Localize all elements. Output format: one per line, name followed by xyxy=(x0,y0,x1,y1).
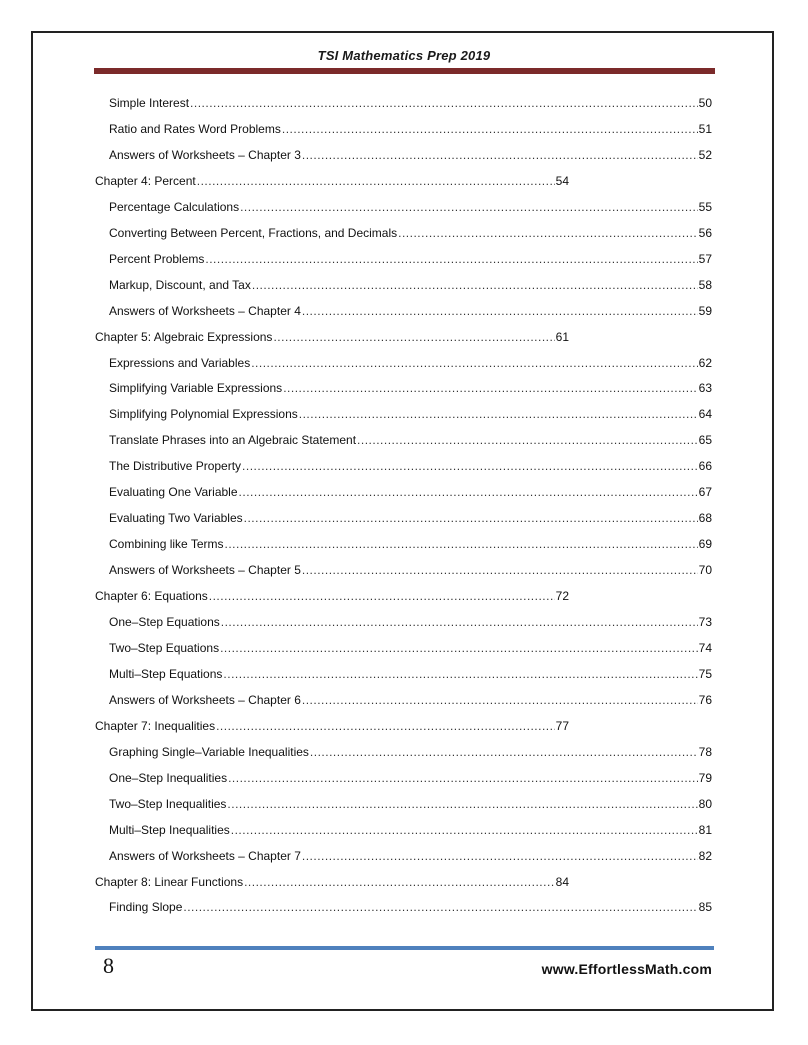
toc-entry-label: Simplifying Polynomial Expressions xyxy=(109,407,298,422)
toc-entry-label: Translate Phrases into an Algebraic Statement xyxy=(109,433,357,448)
toc-chapter-entry[interactable] xyxy=(95,173,569,189)
toc-entry-label: Simple Interest xyxy=(109,96,190,110)
toc-dot-leader xyxy=(302,562,698,578)
toc-page-number: 61 xyxy=(555,329,569,344)
toc-dot-leader xyxy=(302,303,698,319)
toc-dot-leader xyxy=(273,329,554,345)
toc-answers-entry[interactable] xyxy=(109,692,712,708)
toc-entry-label: Finding Slope xyxy=(109,900,183,915)
toc-dot-leader xyxy=(240,199,698,215)
toc-section-entry[interactable] xyxy=(109,380,712,396)
toc-page-number: 72 xyxy=(555,589,569,603)
toc-entry-label: Chapter 6: Equations xyxy=(95,589,208,603)
toc-page-number: 68 xyxy=(698,511,712,526)
toc-dot-leader xyxy=(357,432,698,448)
toc-dot-leader xyxy=(244,874,555,890)
toc-page-number: 70 xyxy=(698,563,712,578)
toc-entry-label: Graphing Single–Variable Inequalities xyxy=(109,744,309,759)
toc-entry-label: Multi–Step Inequalities xyxy=(109,822,230,837)
toc-dot-leader xyxy=(209,588,555,604)
toc-chapter-entry[interactable] xyxy=(95,588,569,604)
toc-entry-label: Evaluating One Variable xyxy=(109,485,238,500)
toc-dot-leader xyxy=(302,692,698,708)
toc-entry-label: One–Step Equations xyxy=(109,615,220,629)
toc-page-number: 51 xyxy=(698,122,712,136)
toc-page-number: 82 xyxy=(698,848,712,863)
toc-page-number: 74 xyxy=(698,640,712,655)
toc-dot-leader xyxy=(251,355,697,371)
toc-page-number: 66 xyxy=(698,459,712,474)
toc-dot-leader xyxy=(302,147,698,163)
toc-section-entry[interactable] xyxy=(109,458,712,474)
toc-page-number: 65 xyxy=(698,433,712,448)
toc-page-number: 59 xyxy=(698,303,712,318)
toc-dot-leader xyxy=(244,510,698,526)
toc-entry-label: Chapter 8: Linear Functions xyxy=(95,874,244,889)
toc-section-entry[interactable] xyxy=(109,277,712,293)
toc-page-number: 64 xyxy=(698,407,712,422)
toc-chapter-entry[interactable] xyxy=(95,329,569,345)
page-number: 8 xyxy=(103,953,114,978)
toc-answers-entry[interactable] xyxy=(109,147,712,163)
running-header-title: TSI Mathematics Prep 2019 xyxy=(317,48,491,63)
toc-entry-label: Answers of Worksheets – Chapter 4 xyxy=(109,303,301,318)
toc-entry-label: Combining like Terms xyxy=(109,537,224,552)
toc-dot-leader xyxy=(310,744,698,760)
toc-entry-label: Multi–Step Equations xyxy=(109,666,223,681)
toc-entry-label: Answers of Worksheets – Chapter 7 xyxy=(109,848,301,863)
toc-page-number: 77 xyxy=(555,718,569,733)
toc-page-number: 63 xyxy=(698,381,712,396)
toc-page-number: 69 xyxy=(698,537,712,552)
toc-dot-leader xyxy=(205,251,697,267)
toc-page-number: 80 xyxy=(698,796,712,811)
toc-section-entry[interactable] xyxy=(109,899,712,915)
toc-section-entry[interactable] xyxy=(109,822,712,838)
toc-dot-leader xyxy=(242,458,698,474)
toc-section-entry[interactable] xyxy=(109,355,712,371)
toc-chapter-entry[interactable] xyxy=(95,718,569,734)
toc-entry-label: Converting Between Percent, Fractions, and Decimals xyxy=(109,225,398,240)
toc-dot-leader xyxy=(398,225,698,241)
toc-section-entry[interactable] xyxy=(109,796,712,812)
toc-section-entry[interactable] xyxy=(109,510,712,526)
toc-section-entry[interactable] xyxy=(109,406,712,422)
toc-section-entry[interactable] xyxy=(109,640,712,656)
toc-entry-label: The Distributive Property xyxy=(109,459,242,474)
toc-entry-label: Expressions and Variables xyxy=(109,355,251,370)
toc-page-number: 78 xyxy=(698,744,712,759)
toc-section-entry[interactable] xyxy=(109,225,712,241)
toc-dot-leader xyxy=(190,95,698,111)
toc-page-number: 57 xyxy=(698,251,712,266)
toc-section-entry[interactable] xyxy=(109,432,712,448)
toc-dot-leader xyxy=(225,536,698,552)
toc-dot-leader xyxy=(216,718,555,734)
toc-dot-leader xyxy=(239,484,698,500)
toc-dot-leader xyxy=(228,770,698,786)
toc-dot-leader xyxy=(231,822,698,838)
toc-section-entry[interactable] xyxy=(109,614,712,630)
toc-section-entry[interactable] xyxy=(109,536,712,552)
toc-page-number: 85 xyxy=(698,900,712,915)
toc-dot-leader xyxy=(220,640,698,656)
toc-entry-label: Percentage Calculations xyxy=(109,199,240,214)
toc-page-number: 81 xyxy=(698,822,712,837)
toc-entry-label: Answers of Worksheets – Chapter 3 xyxy=(109,147,301,162)
toc-entry-label: Answers of Worksheets – Chapter 5 xyxy=(109,563,301,578)
toc-page-number: 62 xyxy=(698,355,712,370)
toc-entry-label: Ratio and Rates Word Problems xyxy=(109,122,281,136)
toc-dot-leader xyxy=(252,277,698,293)
toc-answers-entry[interactable] xyxy=(109,848,712,864)
toc-entry-label: Two–Step Inequalities xyxy=(109,796,227,811)
toc-entry-label: Markup, Discount, and Tax xyxy=(109,277,251,292)
toc-dot-leader xyxy=(227,796,697,812)
toc-page-number: 58 xyxy=(698,277,712,292)
toc-dot-leader xyxy=(299,406,698,422)
toc-page-number: 75 xyxy=(698,666,712,681)
toc-page-number: 84 xyxy=(555,874,569,889)
toc-section-entry[interactable] xyxy=(109,251,712,267)
site-url: www.EffortlessMath.com xyxy=(541,961,712,977)
toc-entry-label: Two–Step Equations xyxy=(109,640,220,655)
toc-entry-label: Chapter 5: Algebraic Expressions xyxy=(95,329,273,344)
toc-dot-leader xyxy=(183,899,697,915)
toc-section-entry[interactable] xyxy=(109,666,712,682)
toc-page-number: 56 xyxy=(698,225,712,240)
toc-answers-entry[interactable] xyxy=(109,303,712,319)
toc-page-number: 50 xyxy=(698,96,712,110)
toc-section-entry[interactable] xyxy=(109,484,712,500)
toc-page-number: 54 xyxy=(555,173,569,188)
toc-entry-label: Percent Problems xyxy=(109,251,205,266)
toc-section-entry[interactable] xyxy=(109,770,712,786)
toc-dot-leader xyxy=(282,121,698,137)
toc-page-number: 73 xyxy=(698,615,712,629)
toc-dot-leader xyxy=(302,848,698,864)
toc-section-entry[interactable] xyxy=(109,95,712,111)
toc-page-number: 55 xyxy=(698,199,712,214)
toc-section-entry[interactable] xyxy=(109,744,712,760)
toc-page-number: 79 xyxy=(698,770,712,785)
toc-entry-label: Chapter 4: Percent xyxy=(95,173,196,188)
toc-dot-leader xyxy=(221,614,698,630)
toc-answers-entry[interactable] xyxy=(109,562,712,578)
toc-entry-label: Answers of Worksheets – Chapter 6 xyxy=(109,692,301,707)
toc-entry-label: Simplifying Variable Expressions xyxy=(109,381,283,396)
toc-entry-label: One–Step Inequalities xyxy=(109,770,228,785)
toc-section-entry[interactable] xyxy=(109,199,712,215)
toc-page-number: 52 xyxy=(698,147,712,162)
toc-entry-label: Evaluating Two Variables xyxy=(109,511,243,526)
toc-page-number: 76 xyxy=(698,692,712,707)
toc-dot-leader xyxy=(197,173,555,189)
toc-entry-label: Chapter 7: Inequalities xyxy=(95,718,216,733)
toc-chapter-entry[interactable] xyxy=(95,874,569,890)
footer-rule xyxy=(95,946,714,950)
toc-section-entry[interactable] xyxy=(109,121,712,137)
toc-page-number: 67 xyxy=(698,485,712,500)
toc-dot-leader xyxy=(283,380,697,396)
toc-dot-leader xyxy=(223,666,697,682)
